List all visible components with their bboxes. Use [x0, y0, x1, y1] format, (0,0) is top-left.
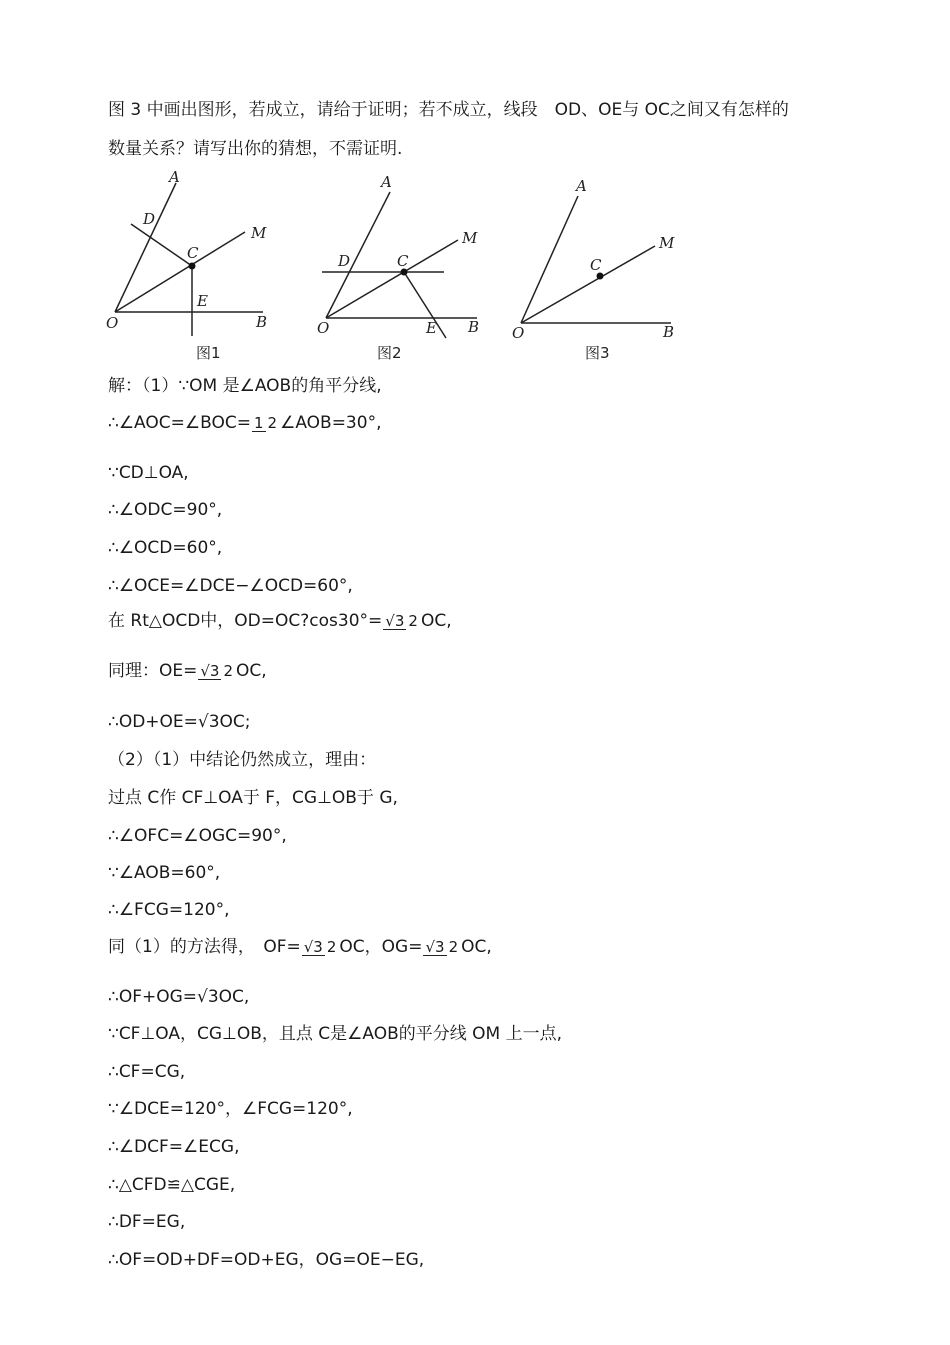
fraction-sqrt3-over-2	[383, 613, 420, 630]
fig1-label-o: O	[106, 314, 119, 332]
fig3-label-a: A	[576, 177, 587, 195]
fig2-label-a: A	[381, 173, 392, 191]
fraction-denominator: 2	[408, 612, 418, 630]
solution-line-21: ∴△CFD≌△CGE,	[108, 1175, 236, 1195]
segment-ce-fig2	[404, 272, 446, 338]
fig3-label-o: O	[512, 324, 525, 342]
fig1-label-m: M	[251, 224, 267, 242]
solution-line-15-b: OC，OG=	[339, 937, 423, 957]
solution-line-12: ∴∠OFC=∠OGC=90°,	[108, 826, 287, 846]
ray-om-fig3	[521, 246, 655, 323]
fraction-numerator: 1	[253, 413, 264, 432]
fig2-label-d: D	[338, 252, 351, 270]
intro-line-1: 图 3 中画出图形，若成立，请给于证明；若不成立，线段 OD、OE与 OC之间又有怎样的	[108, 100, 789, 120]
solution-line-5: ∴∠OCD=60°,	[108, 538, 223, 558]
fig1-label-e: E	[197, 292, 208, 310]
solution-line-17: ∵CF⊥OA，CG⊥OB，且点 C是∠AOB的平分线 OM 上一点,	[108, 1024, 563, 1044]
intro-line-2: 数量关系？请写出你的猜想，不需证明.	[108, 139, 403, 159]
solution-line-11: 过点 C作 CF⊥OA于 F，CG⊥OB于 G,	[108, 788, 398, 808]
fraction-numerator: √3	[303, 937, 323, 956]
solution-line-3: ∵CD⊥OA,	[108, 463, 189, 483]
solution-line-20: ∴∠DCF=∠ECG,	[108, 1137, 240, 1157]
fraction-numerator: √3	[385, 611, 405, 630]
solution-line-7-a: 在 Rt△OCD中，OD=OC?cos30°=	[108, 611, 383, 631]
solution-line-10: （2）（1）中结论仍然成立，理由：	[108, 750, 377, 770]
fig2-label-e: E	[426, 319, 437, 337]
solution-line-7	[108, 610, 452, 632]
fig1-label-b: B	[256, 313, 268, 331]
fig2-label-m: M	[462, 229, 478, 247]
fraction-denominator: 2	[448, 938, 459, 956]
fig3-caption: 图3	[585, 344, 610, 362]
fraction-denominator: 2	[326, 938, 337, 956]
fraction-numerator: √3	[200, 661, 220, 680]
fraction-sqrt3-over-2	[302, 939, 339, 956]
solution-line-14: ∴∠FCG=120°,	[108, 900, 230, 920]
solution-line-23: ∴OF=OD+DF=OD+EG，OG=OE−EG,	[108, 1250, 425, 1270]
fig3-label-m: M	[659, 234, 675, 252]
solution-line-2	[108, 412, 381, 434]
fraction-denominator: 2	[223, 662, 234, 680]
geometry-figures	[0, 165, 950, 370]
solution-line-1: 解：（1）∵OM 是∠AOB的角平分线,	[108, 376, 382, 396]
fig2-label-c: C	[397, 252, 409, 270]
solution-line-2-b: ∠AOB=30°,	[280, 413, 382, 433]
solution-line-6: ∴∠OCE=∠DCE−∠OCD=60°,	[108, 576, 353, 596]
fig1-label-a: A	[169, 168, 180, 186]
fig1-label-d: D	[143, 210, 156, 228]
fig1-label-c: C	[187, 244, 199, 262]
ray-oa-fig3	[521, 196, 578, 323]
fig2-label-o: O	[317, 319, 330, 337]
solution-line-9: ∴OD+OE=√3OC;	[108, 712, 251, 732]
solution-line-19: ∵∠DCE=120°，∠FCG=120°,	[108, 1099, 353, 1119]
solution-line-16: ∴OF+OG=√3OC,	[108, 987, 250, 1007]
solution-line-4: ∴∠ODC=90°,	[108, 500, 223, 520]
solution-line-7-b: OC,	[420, 611, 452, 631]
fig2-label-b: B	[468, 318, 480, 336]
point-c-fig1	[189, 263, 196, 270]
solution-line-8-a: 同理：OE=	[108, 661, 198, 681]
fig3-label-c: C	[590, 256, 602, 274]
fig2-caption: 图2	[377, 344, 402, 362]
solution-line-18: ∴CF=CG,	[108, 1062, 186, 1082]
solution-line-13: ∵∠AOB=60°,	[108, 863, 221, 883]
solution-line-8-b: OC,	[236, 661, 267, 681]
solution-line-15-c: OC,	[461, 937, 492, 957]
solution-line-22: ∴DF=EG,	[108, 1212, 186, 1232]
fraction-half	[252, 415, 279, 432]
fraction-sqrt3-over-2	[423, 939, 460, 956]
fraction-sqrt3-over-2	[198, 663, 235, 680]
fraction-denominator: 2	[267, 414, 278, 432]
fig1-caption: 图1	[196, 344, 221, 362]
solution-line-15-a: 同（1）的方法得， OF=	[108, 937, 301, 957]
solution-line-8	[108, 660, 267, 682]
fraction-numerator: √3	[425, 937, 445, 956]
fig3-label-b: B	[663, 323, 675, 341]
solution-line-15	[108, 936, 492, 958]
solution-line-2-a: ∴∠AOC=∠BOC=	[108, 413, 251, 433]
